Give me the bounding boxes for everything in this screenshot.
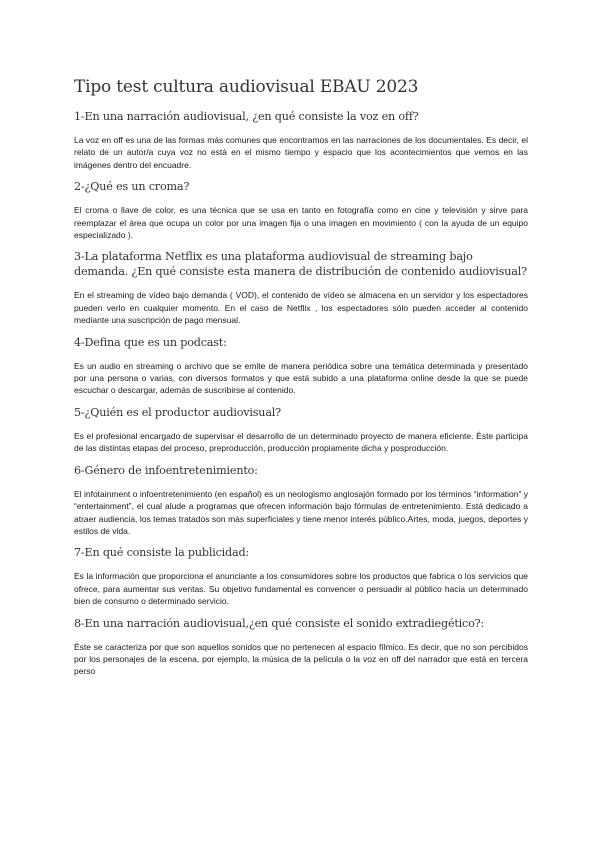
answer-1: La voz en off es una de las formas más comunes que encontramos en las narraciones de los documentales. Es decir, el relato de un autor/a cuya voz no está en el mismo tiempo y espacio que los acontecimientos que vemos en las imágenes dentro del encuadre. [74, 135, 528, 170]
question-6: 6-Género de infoentretenimiento: [74, 463, 258, 477]
answer-6: El infotainment o infoentretenimiento (en español) es un neologismo anglosajón formado por los términos “information” y “entertainment”, el cual alude a programas que ofrecen información bajo fórmulas de entretenimiento. Está dedicado a atraer audiencia, los temas tratados son más superficiales y tiene menor interés público.Artes, moda, juegos, deportes y estilos de vida. [74, 488, 528, 536]
document-content [74, 76, 528, 686]
document-title: Tipo test cultura audiovisual EBAU 2023 [74, 77, 419, 97]
answer-2: El croma o llave de color, es una técnica que se usa en tanto en fotografía como en cine y televisión y sirve para reemplazar el área que ocupa un color por una imagen fija o una imagen en movimiento ( con la ayuda de un equipo especializado ). [74, 205, 528, 241]
question-4: 4-Defina que es un podcast: [74, 335, 227, 349]
question-2: 2-¿Qué es un croma? [74, 180, 190, 194]
answer-7: Es la información que proporciona el anunciante a los consumidores sobre los productos que fabrica o los servicios que ofrece, para aumentar sus ventas. Su objetivo fundamental es convencer o persuadir al público hacia un determinado bien de consumo o determinado servicio. [74, 571, 528, 607]
question-8: 8-En una narración audiovisual,¿en qué consiste el sonido extradiegético?: [74, 616, 485, 630]
question-7: 7-En qué consiste la publicidad: [74, 546, 250, 560]
question-3: 3-La plataforma Netflix es una plataforma audiovisual de streaming bajo demanda. ¿En qué consiste esta manera de distribución de contenido audiovisual? [74, 250, 527, 279]
answer-4: Es un audio en streaming o archivo que se emite de manera periódica sobre una temática determinada y presentado por una persona o varias, con diversos formatos y que está subido a una plataforma online desde la que se puede escuchar o descargar, además de suscribirse al contenido. [74, 360, 528, 396]
answer-3: En el streaming de vídeo bajo demanda ( VOD), el contenido de vídeo se almacena en un servidor y los espectadores pueden verlo en cualquier momento. En el caso de Netflix , los espectadores sólo pueden acceder al contenido mediante una suscripción de pago mensual. [74, 290, 528, 326]
answer-5: Es el profesional encargado de supervisar el desarrollo de un determinado proyecto de manera eficiente. Éste participa de las distintas etapas del proceso, preproducción, producción propiamente dicha y posproducción. [74, 430, 528, 454]
question-5: 5-¿Quién es el productor audiovisual? [74, 405, 281, 419]
question-1: 1-En una narración audiovisual, ¿en qué consiste la voz en off? [74, 110, 419, 123]
answer-8: Éste se caracteriza por que son aquellos sonidos que no pertenecen al espacio fílmico. Es decir, que no son percibidos por los personajes de la escena, por ejemplo, la música de la película o la voz en off del narrador que está en tercera perso [74, 641, 528, 677]
